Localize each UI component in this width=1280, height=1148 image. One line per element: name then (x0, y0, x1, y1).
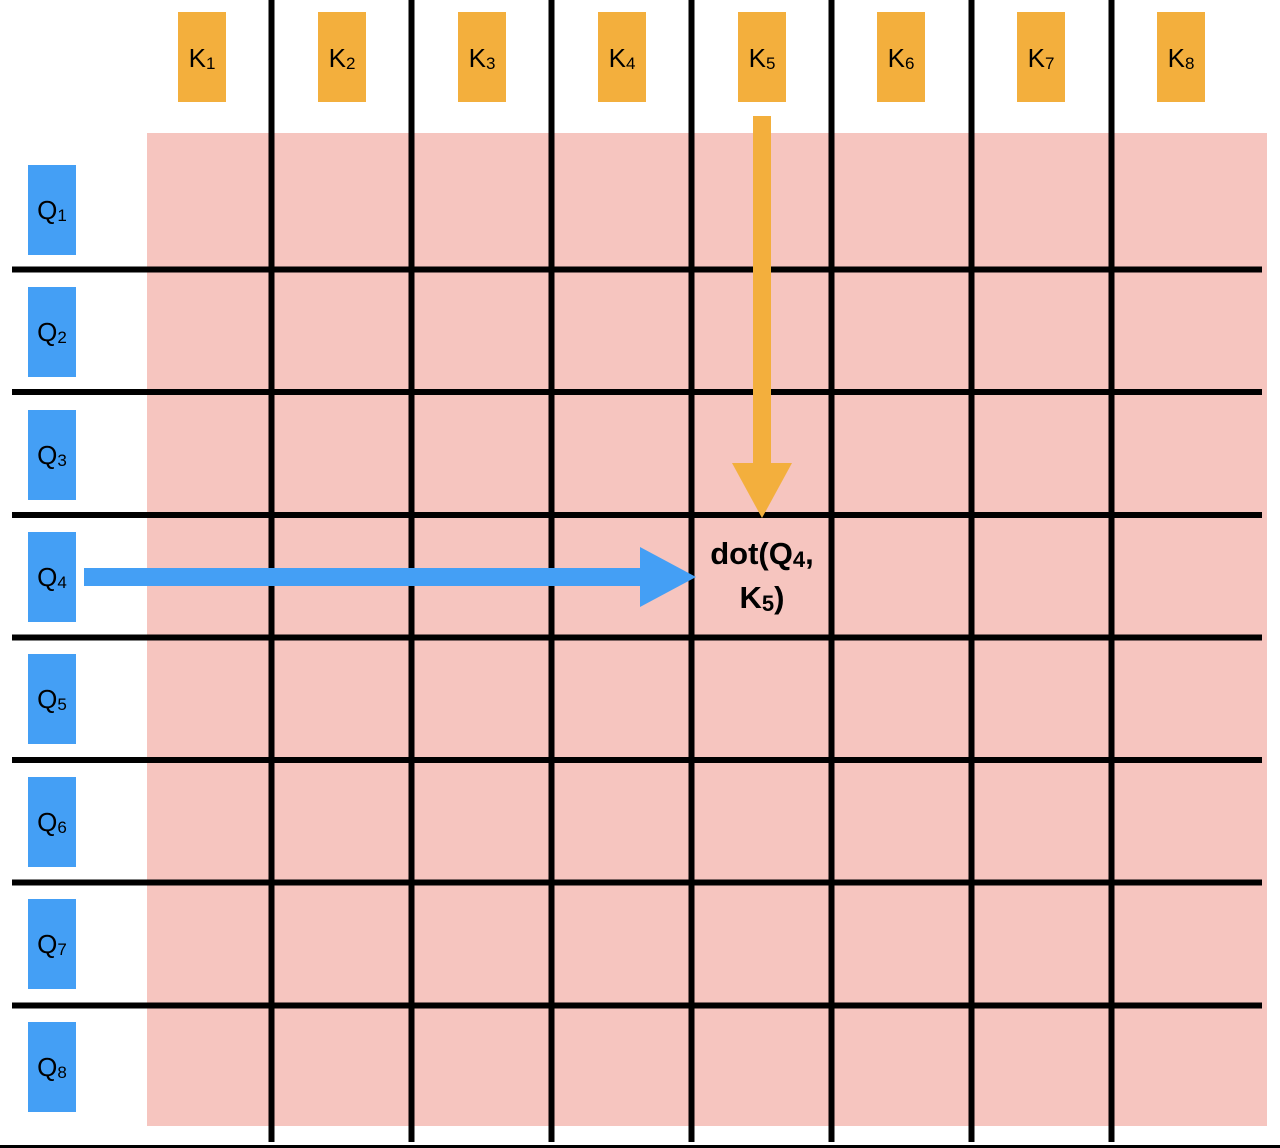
dot-label-line-1: dot(Q4, (710, 535, 814, 572)
query-arrow-shaft (84, 568, 642, 586)
key-label-6: K6 (887, 43, 915, 73)
dot-label-line-2: K5) (739, 579, 785, 616)
key-label-5: K5 (748, 43, 776, 73)
key-arrow-shaft (753, 116, 771, 464)
key-label-3: K3 (468, 43, 496, 73)
key-label-4: K4 (608, 43, 636, 73)
query-label-4: Q4 (37, 562, 67, 592)
query-label-6: Q6 (37, 807, 67, 837)
key-label-1: K1 (188, 43, 216, 73)
query-label-3: Q3 (37, 440, 67, 470)
query-label-2: Q2 (37, 317, 67, 347)
query-label-1: Q1 (37, 195, 67, 225)
key-label-8: K8 (1167, 43, 1195, 73)
key-label-7: K7 (1027, 43, 1055, 73)
query-label-8: Q8 (37, 1052, 67, 1082)
query-label-7: Q7 (37, 929, 67, 959)
matrix-background (147, 133, 1267, 1126)
key-label-2: K2 (328, 43, 356, 73)
query-label-5: Q5 (37, 684, 67, 714)
